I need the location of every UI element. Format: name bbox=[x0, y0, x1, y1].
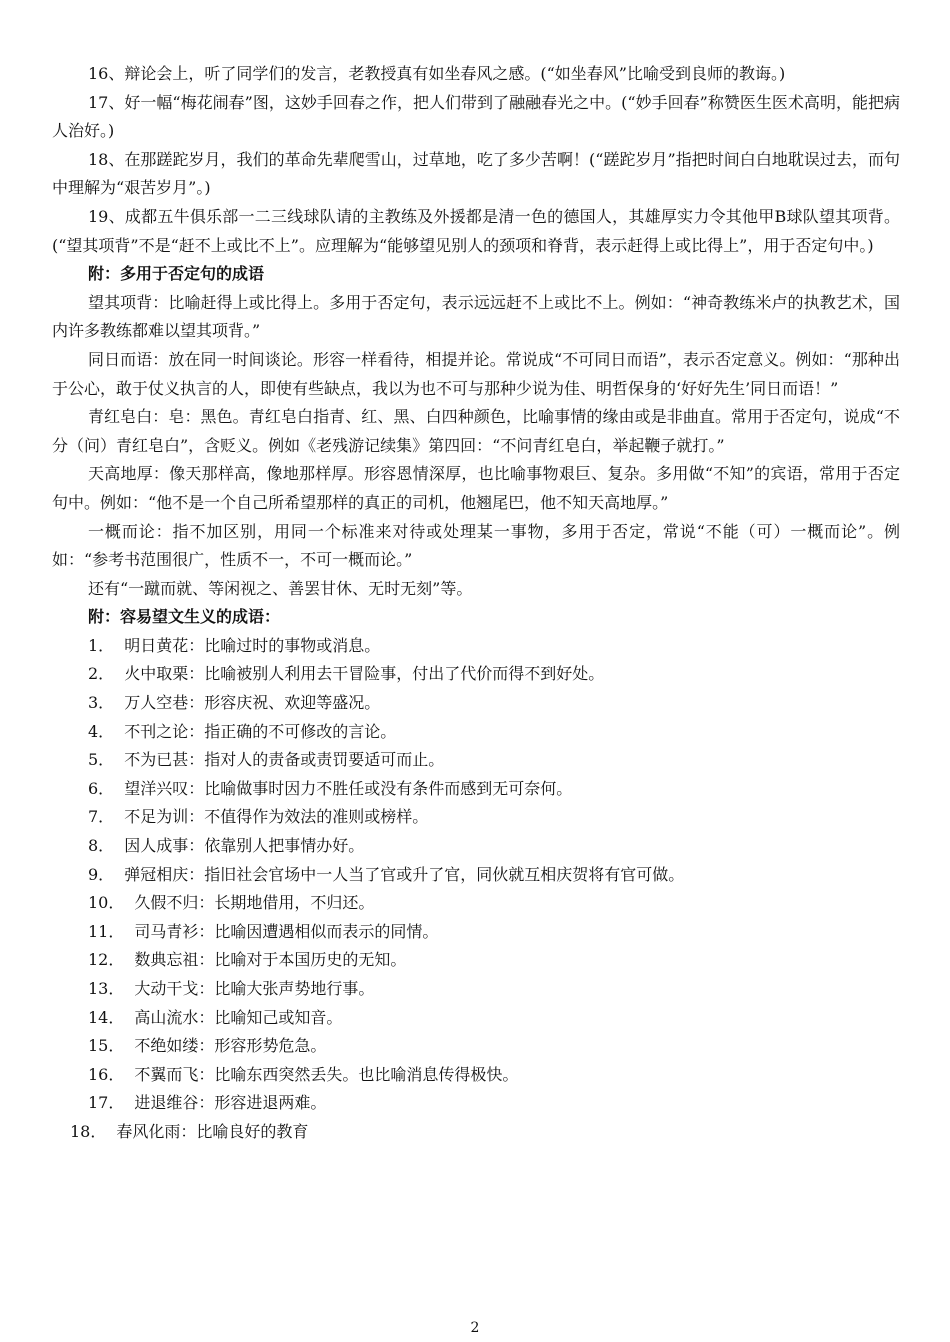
list-item: 9． 弹冠相庆：指旧社会官场中一人当了官或升了官，同伙就互相庆贺将有官可做。 bbox=[88, 864, 685, 884]
idiom-definition-tiangaodihou: 天高地厚：像天那样高，像地那样厚。形容恩情深厚，也比喻事物艰巨、复杂。多用做“不知”的宾语，常用于否定句中。例如：“他不是一个自己所希望那样的真正的司机，他翘尾巴，他不知天高地厚。” bbox=[52, 464, 900, 512]
page-number: 2 bbox=[470, 1320, 480, 1336]
idiom-others-note: 还有“一蹴而就、等闲视之、善罢甘休、无时无刻”等。 bbox=[88, 578, 473, 598]
list-item: 2． 火中取栗：比喻被别人利用去干冒险事，付出了代价而得不到好处。 bbox=[88, 664, 605, 684]
document-page bbox=[52, 60, 900, 1147]
list-item: 11． 司马青衫：比喻因遭遇相似而表示的同情。 bbox=[88, 921, 439, 941]
list-item: 5． 不为已甚：指对人的责备或责罚要适可而止。 bbox=[88, 750, 445, 770]
list-item: 14． 高山流水：比喻知己或知音。 bbox=[88, 1007, 343, 1027]
list-item: 17． 进退维谷：形容进退两难。 bbox=[88, 1093, 327, 1113]
misread-idiom-list bbox=[52, 632, 900, 1147]
list-item: 3． 万人空巷：形容庆祝、欢迎等盛况。 bbox=[88, 693, 381, 713]
idiom-definition-wangqixiangbei: 望其项背：比喻赶得上或比得上。多用于否定句，表示远远赶不上或比不上。例如：“神奇教练米卢的执教艺术，国内许多教练都难以望其项背。” bbox=[52, 292, 900, 341]
example-paragraph-18: 18、在那蹉跎岁月，我们的革命先辈爬雪山，过草地，吃了多少苦啊！(“蹉跎岁月”指把时间白白地耽误过去，而句中理解为“艰苦岁月”。) bbox=[52, 149, 900, 198]
list-item: 15． 不绝如缕：形容形势危急。 bbox=[88, 1036, 327, 1056]
idiom-definition-qinghongzaobai: 青红皂白：皂：黑色。青红皂白指青、红、黑、白四种颜色，比喻事情的缘由或是非曲直。常用于否定句，说成“不分（问）青红皂白”，含贬义。例如《老残游记续集》第四回：“不问青红皂白，举起鞭子就打。” bbox=[52, 407, 900, 455]
list-item: 6． 望洋兴叹：比喻做事时因力不胜任或没有条件而感到无可奈何。 bbox=[88, 778, 573, 798]
list-item: 13． 大动干戈：比喻大张声势地行事。 bbox=[88, 979, 375, 998]
list-item: 10． 久假不归：长期地借用，不归还。 bbox=[88, 893, 375, 913]
section-heading-negative-idioms: 附：多用于否定句的成语 bbox=[88, 264, 265, 284]
list-item: 1． 明日黄花：比喻过时的事物或消息。 bbox=[88, 635, 381, 655]
section-heading-misread-idioms: 附：容易望文生义的成语： bbox=[88, 607, 281, 627]
list-item: 16． 不翼而飞：比喻东西突然丢失。也比喻消息传得极快。 bbox=[88, 1064, 519, 1084]
list-item: 12． 数典忘祖：比喻对于本国历史的无知。 bbox=[88, 950, 407, 970]
list-item: 7． 不足为训：不值得作为效法的准则或榜样。 bbox=[88, 807, 429, 827]
example-paragraph-19: 19、成都五牛俱乐部一二三线球队请的主教练及外援都是清一色的德国人，其雄厚实力令其他甲B球队望其项背。(“望其项背”不是“赶不上或比不上”。应理解为“能够望见别人的颈项和脊背，表示赶得上或比得上”，用于否定句中。) bbox=[52, 206, 900, 255]
example-paragraph-17: 17、好一幅“梅花闹春”图，这妙手回春之作，把人们带到了融融春光之中。(“妙手回春”称赞医生医术高明，能把病人治好。) bbox=[52, 92, 900, 141]
list-item: 8． 因人成事：依靠别人把事情办好。 bbox=[88, 836, 365, 856]
idiom-definition-tongrieryu: 同日而语：放在同一时间谈论。形容一样看待，相提并论。常说成“不可同日而语”，表示否定意义。例如：“那种出于公心，敢于仗义执言的人，即使有些缺点，我以为也不可与那种少说为佳、明哲保身的‘好好先生’同日而语！” bbox=[52, 349, 900, 398]
list-item: 4． 不刊之论：指正确的不可修改的言论。 bbox=[88, 721, 397, 741]
idiom-definition-yigaierlun: 一概而论：指不加区别，用同一个标准来对待或处理某一事物，多用于否定，常说“不能（可）一概而论”。例如：“参考书范围很广，性质不一，不可一概而论。” bbox=[52, 521, 900, 570]
example-paragraph-16: 16、辩论会上，听了同学们的发言，老教授真有如坐春风之感。(“如坐春风”比喻受到良师的教诲。) bbox=[88, 64, 786, 83]
list-item: 18． 春风化雨：比喻良好的教育 bbox=[70, 1121, 309, 1141]
